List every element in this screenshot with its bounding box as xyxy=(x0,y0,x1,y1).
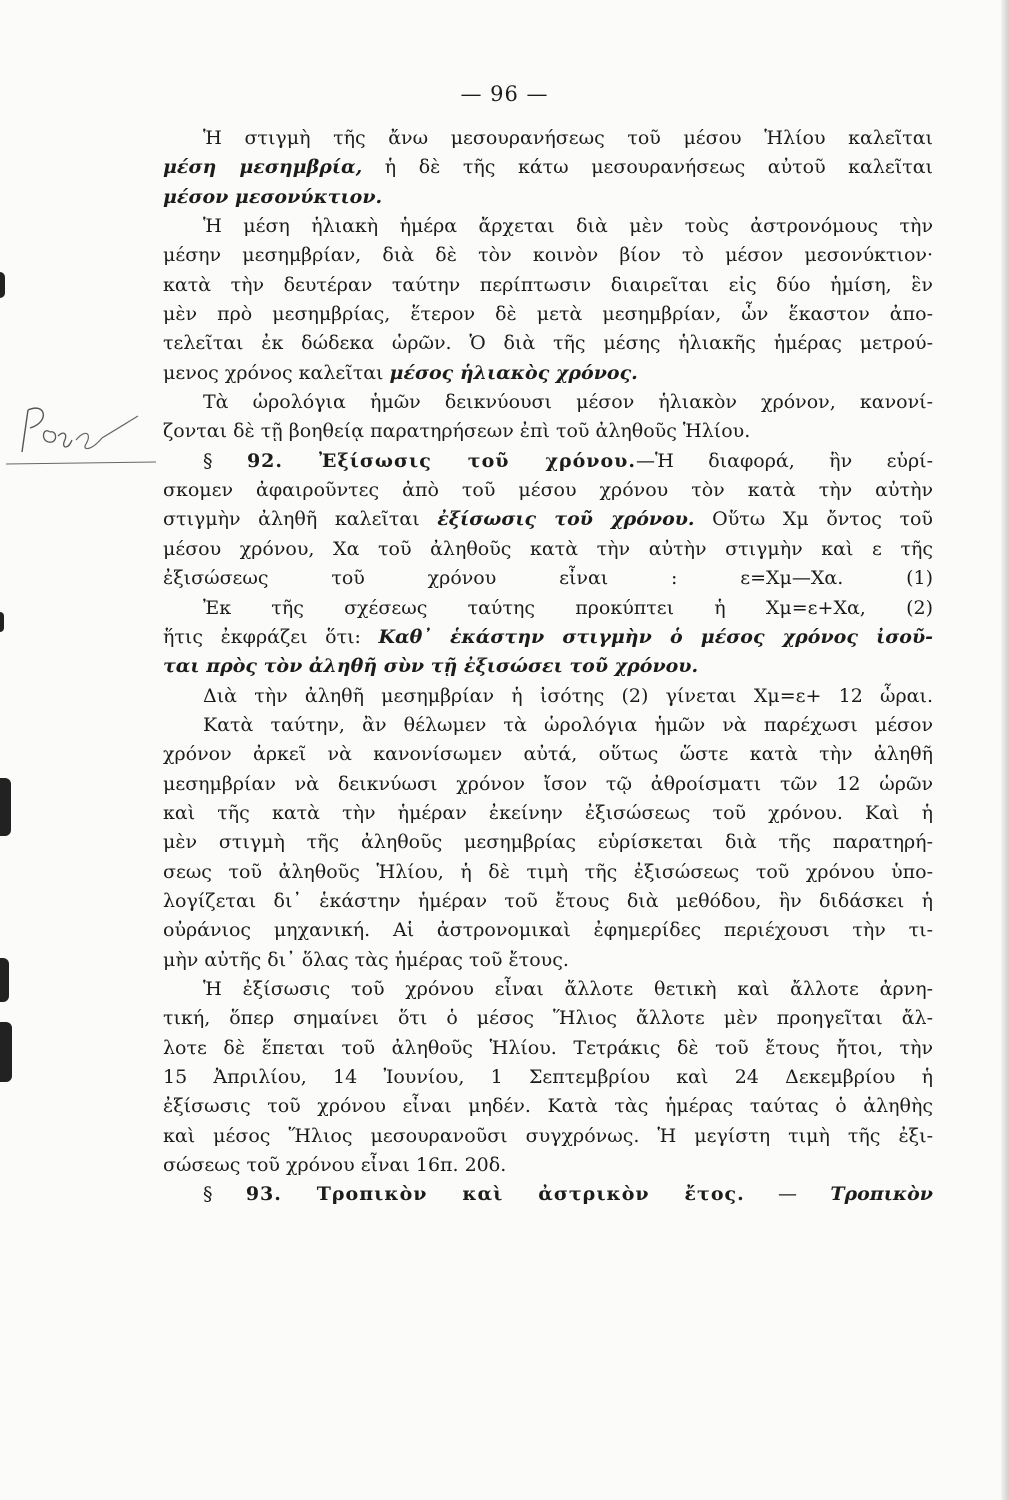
text-line xyxy=(163,652,933,681)
page-number: — 96 — xyxy=(460,82,549,106)
text-line xyxy=(163,799,933,828)
text-line xyxy=(163,858,933,887)
text-run: χρόνον ἀρκεῖ νὰ κανονίσωμεν αὐτά, οὕτως ὥστε κατὰ τὴν ἀληθῆ xyxy=(163,743,933,766)
text-line xyxy=(163,682,933,711)
text-line xyxy=(163,153,933,182)
text-run: μὲν πρὸ μεσημβρίας, ἕτερον δὲ μετὰ μεσημβρίαν, ὧν ἕκαστον ἀπο- xyxy=(163,303,933,326)
text-run: Ἡ στιγμὴ τῆς ἄνω μεσουρανήσεως τοῦ μέσου Ἡλίου καλεῖται xyxy=(203,127,933,149)
emphasized-term: μέσον μεσονύκτιον. xyxy=(163,185,383,208)
text-line xyxy=(163,388,933,417)
emphasized-term: ἐξίσωσις τοῦ χρόνου. xyxy=(437,508,695,531)
text-line xyxy=(163,241,933,270)
text-line xyxy=(163,124,933,153)
text-run: Κατὰ ταύτην, ἂν θέλωμεν τὰ ὡρολόγια ἡμῶν νὰ παρέχωσι μέσον xyxy=(203,713,933,736)
text-line xyxy=(163,1034,933,1063)
text-run: καὶ τῆς κατὰ τὴν ἡμέραν ἐκείνην ἐξισώσεως τοῦ χρόνου. Καὶ ἡ xyxy=(163,801,933,824)
text-run: 15 Ἀπριλίου, 14 Ἰουνίου, 1 Σεπτεμβρίου καὶ 24 Δεκεμβρίου ἡ xyxy=(163,1066,933,1088)
text-line xyxy=(163,1180,933,1209)
text-run: μεσημβρίαν νὰ δεικνύωσι χρόνον ἴσον τῷ ἀθροίσματι τῶν 12 ὡρῶν xyxy=(163,772,933,795)
text-line xyxy=(163,329,933,358)
text-line xyxy=(163,505,933,534)
text-run: μὲν στιγμὴ τῆς ἀληθοῦς μεσημβρίας εὑρίσκεται διὰ τῆς παρατηρή- xyxy=(163,831,933,854)
text-run: σώσεως τοῦ χρόνου εἶναι 16π. 20δ. xyxy=(163,1154,507,1177)
text-run: § xyxy=(203,1183,246,1206)
text-line xyxy=(163,212,933,241)
emphasized-term: μέσος ἡλιακὸς χρόνος. xyxy=(389,361,638,384)
binding-marks xyxy=(0,0,14,1500)
text-line xyxy=(163,975,933,1004)
text-run: σκομεν ἀφαιροῦντες ἀπὸ τοῦ μέσου χρόνου τὸν κατὰ τὴν αὐτὴν xyxy=(163,479,933,502)
text-run: λοτε δὲ ἕπεται τοῦ ἀληθοῦς Ἡλίου. Τετράκις δὲ τοῦ ἔτους ἤτοι, τὴν xyxy=(163,1036,933,1059)
text-run: μέσου χρόνου, Χα τοῦ ἀληθοῦς κατὰ τὴν αὐτὴν στιγμὴν καὶ ε τῆς xyxy=(163,537,933,560)
text-run: τελεῖται ἐκ δώδεκα ὡρῶν. Ὁ διὰ τῆς μέσης ἡλιακῆς ἡμέρας μετρού- xyxy=(163,332,933,355)
text-run: κατὰ τὴν δευτέραν ταύτην περίπτωσιν διαιρεῖται εἰς δύο ἡμίση, ἓν xyxy=(163,273,933,296)
text-run: ἐξίσωσις τοῦ χρόνου εἶναι μηδέν. Κατὰ τὰς ἡμέρας ταύτας ὁ ἀληθὴς xyxy=(163,1095,933,1118)
text-run: Ἐκ τῆς σχέσεως ταύτης προκύπτει ἡ Χμ=ε+Χα, (2) xyxy=(203,596,933,619)
section-heading: 92. Ἐξίσωσις τοῦ χρόνου. xyxy=(246,449,636,472)
text-line xyxy=(163,417,933,446)
text-run: ἡ δὲ τῆς κάτω μεσουρανήσεως αὐτοῦ καλεῖται xyxy=(362,156,933,179)
text-line xyxy=(163,359,933,388)
text-run: λογίζεται δι᾽ ἑκάστην ἡμέραν τοῦ ἔτους διὰ μεθόδου, ἣν διδάσκει ἡ xyxy=(163,889,933,912)
text-run: Ἡ μέση ἡλιακὴ ἡμέρα ἄρχεται διὰ μὲν τοὺς ἀστρονόμους τὴν xyxy=(203,215,933,238)
text-run: σεως τοῦ ἀληθοῦς Ἡλίου, ἡ δὲ τιμὴ τῆς ἐξισώσεως τοῦ χρόνου ὑπο- xyxy=(163,860,933,883)
text-line xyxy=(163,916,933,945)
text-line xyxy=(163,594,933,623)
page-edge-shadow xyxy=(1001,0,1009,1500)
text-run: μενος χρόνος καλεῖται xyxy=(163,361,390,384)
text-line xyxy=(163,300,933,329)
text-line xyxy=(163,271,933,300)
text-run: § xyxy=(203,449,247,472)
text-run: ζονται δὲ τῇ βοηθείᾳ παρατηρήσεων ἐπὶ τοῦ ἀληθοῦς Ἡλίου. xyxy=(163,420,751,443)
text-run: καὶ μέσος Ἥλιος μεσουρανοῦσι συγχρόνως. Ἡ μεγίστη τιμὴ τῆς ἐξι- xyxy=(163,1124,933,1147)
text-line xyxy=(163,447,933,476)
text-line xyxy=(163,623,933,652)
emphasized-term: Καθ᾽ ἑκάστην στιγμὴν ὁ μέσος χρόνος ἰσοῦ- xyxy=(378,625,934,648)
text-line xyxy=(163,564,933,593)
text-run: Διὰ τὴν ἀληθῆ μεσημβρίαν ἡ ἰσότης (2) γίνεται Χμ=ε+ 12 ὧραι. xyxy=(203,684,933,707)
text-line xyxy=(163,535,933,564)
text-run: Τὰ ὡρολόγια ἡμῶν δεικνύουσι μέσον ἡλιακὸν χρόνον, κανονί- xyxy=(203,391,933,414)
text-line xyxy=(163,183,933,212)
text-run: στιγμὴν ἀληθῆ καλεῖται xyxy=(163,508,438,531)
text-run: μέσην μεσημβρίαν, διὰ δὲ τὸν κοινὸν βίον τὸ μέσον μεσονύκτιον· xyxy=(163,244,933,267)
text-line xyxy=(163,1122,933,1151)
text-run: οὐράνιος μηχανική. Αἱ ἀστρονομικαὶ ἐφημερίδες περιέχουσι τὴν τι- xyxy=(163,919,933,942)
text-line xyxy=(163,711,933,740)
text-line xyxy=(163,887,933,916)
text-run: Οὕτω Χμ ὄντος τοῦ xyxy=(694,508,933,531)
text-line xyxy=(163,476,933,505)
emphasized-term: ται πρὸς τὸν ἀληθῆ σὺν τῇ ἐξισώσει τοῦ χρόνου. xyxy=(163,655,699,678)
text-run: τική, ὅπερ σημαίνει ὅτι ὁ μέσος Ἥλιος ἄλλοτε μὲν προηγεῖται ἄλ- xyxy=(163,1007,933,1030)
text-run: Ἡ ἐξίσωσις τοῦ χρόνου εἶναι ἄλλοτε θετικὴ καὶ ἄλλοτε ἀρνη- xyxy=(203,977,933,1000)
text-line xyxy=(163,1092,933,1121)
text-run: —Ἡ διαφορά, ἣν εὑρί- xyxy=(635,449,934,472)
text-line xyxy=(163,828,933,857)
text-line xyxy=(163,946,933,975)
text-line xyxy=(163,740,933,769)
text-line xyxy=(163,1063,933,1092)
handwritten-margin-note xyxy=(6,392,156,482)
emphasized-term: μέση μεσημβρία, xyxy=(163,156,363,179)
text-run: ἥτις ἐκφράζει ὅτι: xyxy=(163,625,379,648)
emphasized-term: Τροπικὸν xyxy=(830,1183,933,1206)
text-run: — xyxy=(744,1183,831,1206)
text-line xyxy=(163,1151,933,1180)
text-line xyxy=(163,1004,933,1033)
text-line xyxy=(163,770,933,799)
text-run: μὴν αὐτῆς δι᾽ ὅλας τὰς ἡμέρας τοῦ ἔτους. xyxy=(163,948,569,971)
section-heading: 93. Τροπικὸν καὶ ἀστρικὸν ἔτος. xyxy=(245,1183,745,1206)
body-text xyxy=(163,124,933,1210)
text-run: ἐξισώσεως τοῦ χρόνου εἶναι : ε=Χμ—Χα. (1) xyxy=(163,567,933,590)
